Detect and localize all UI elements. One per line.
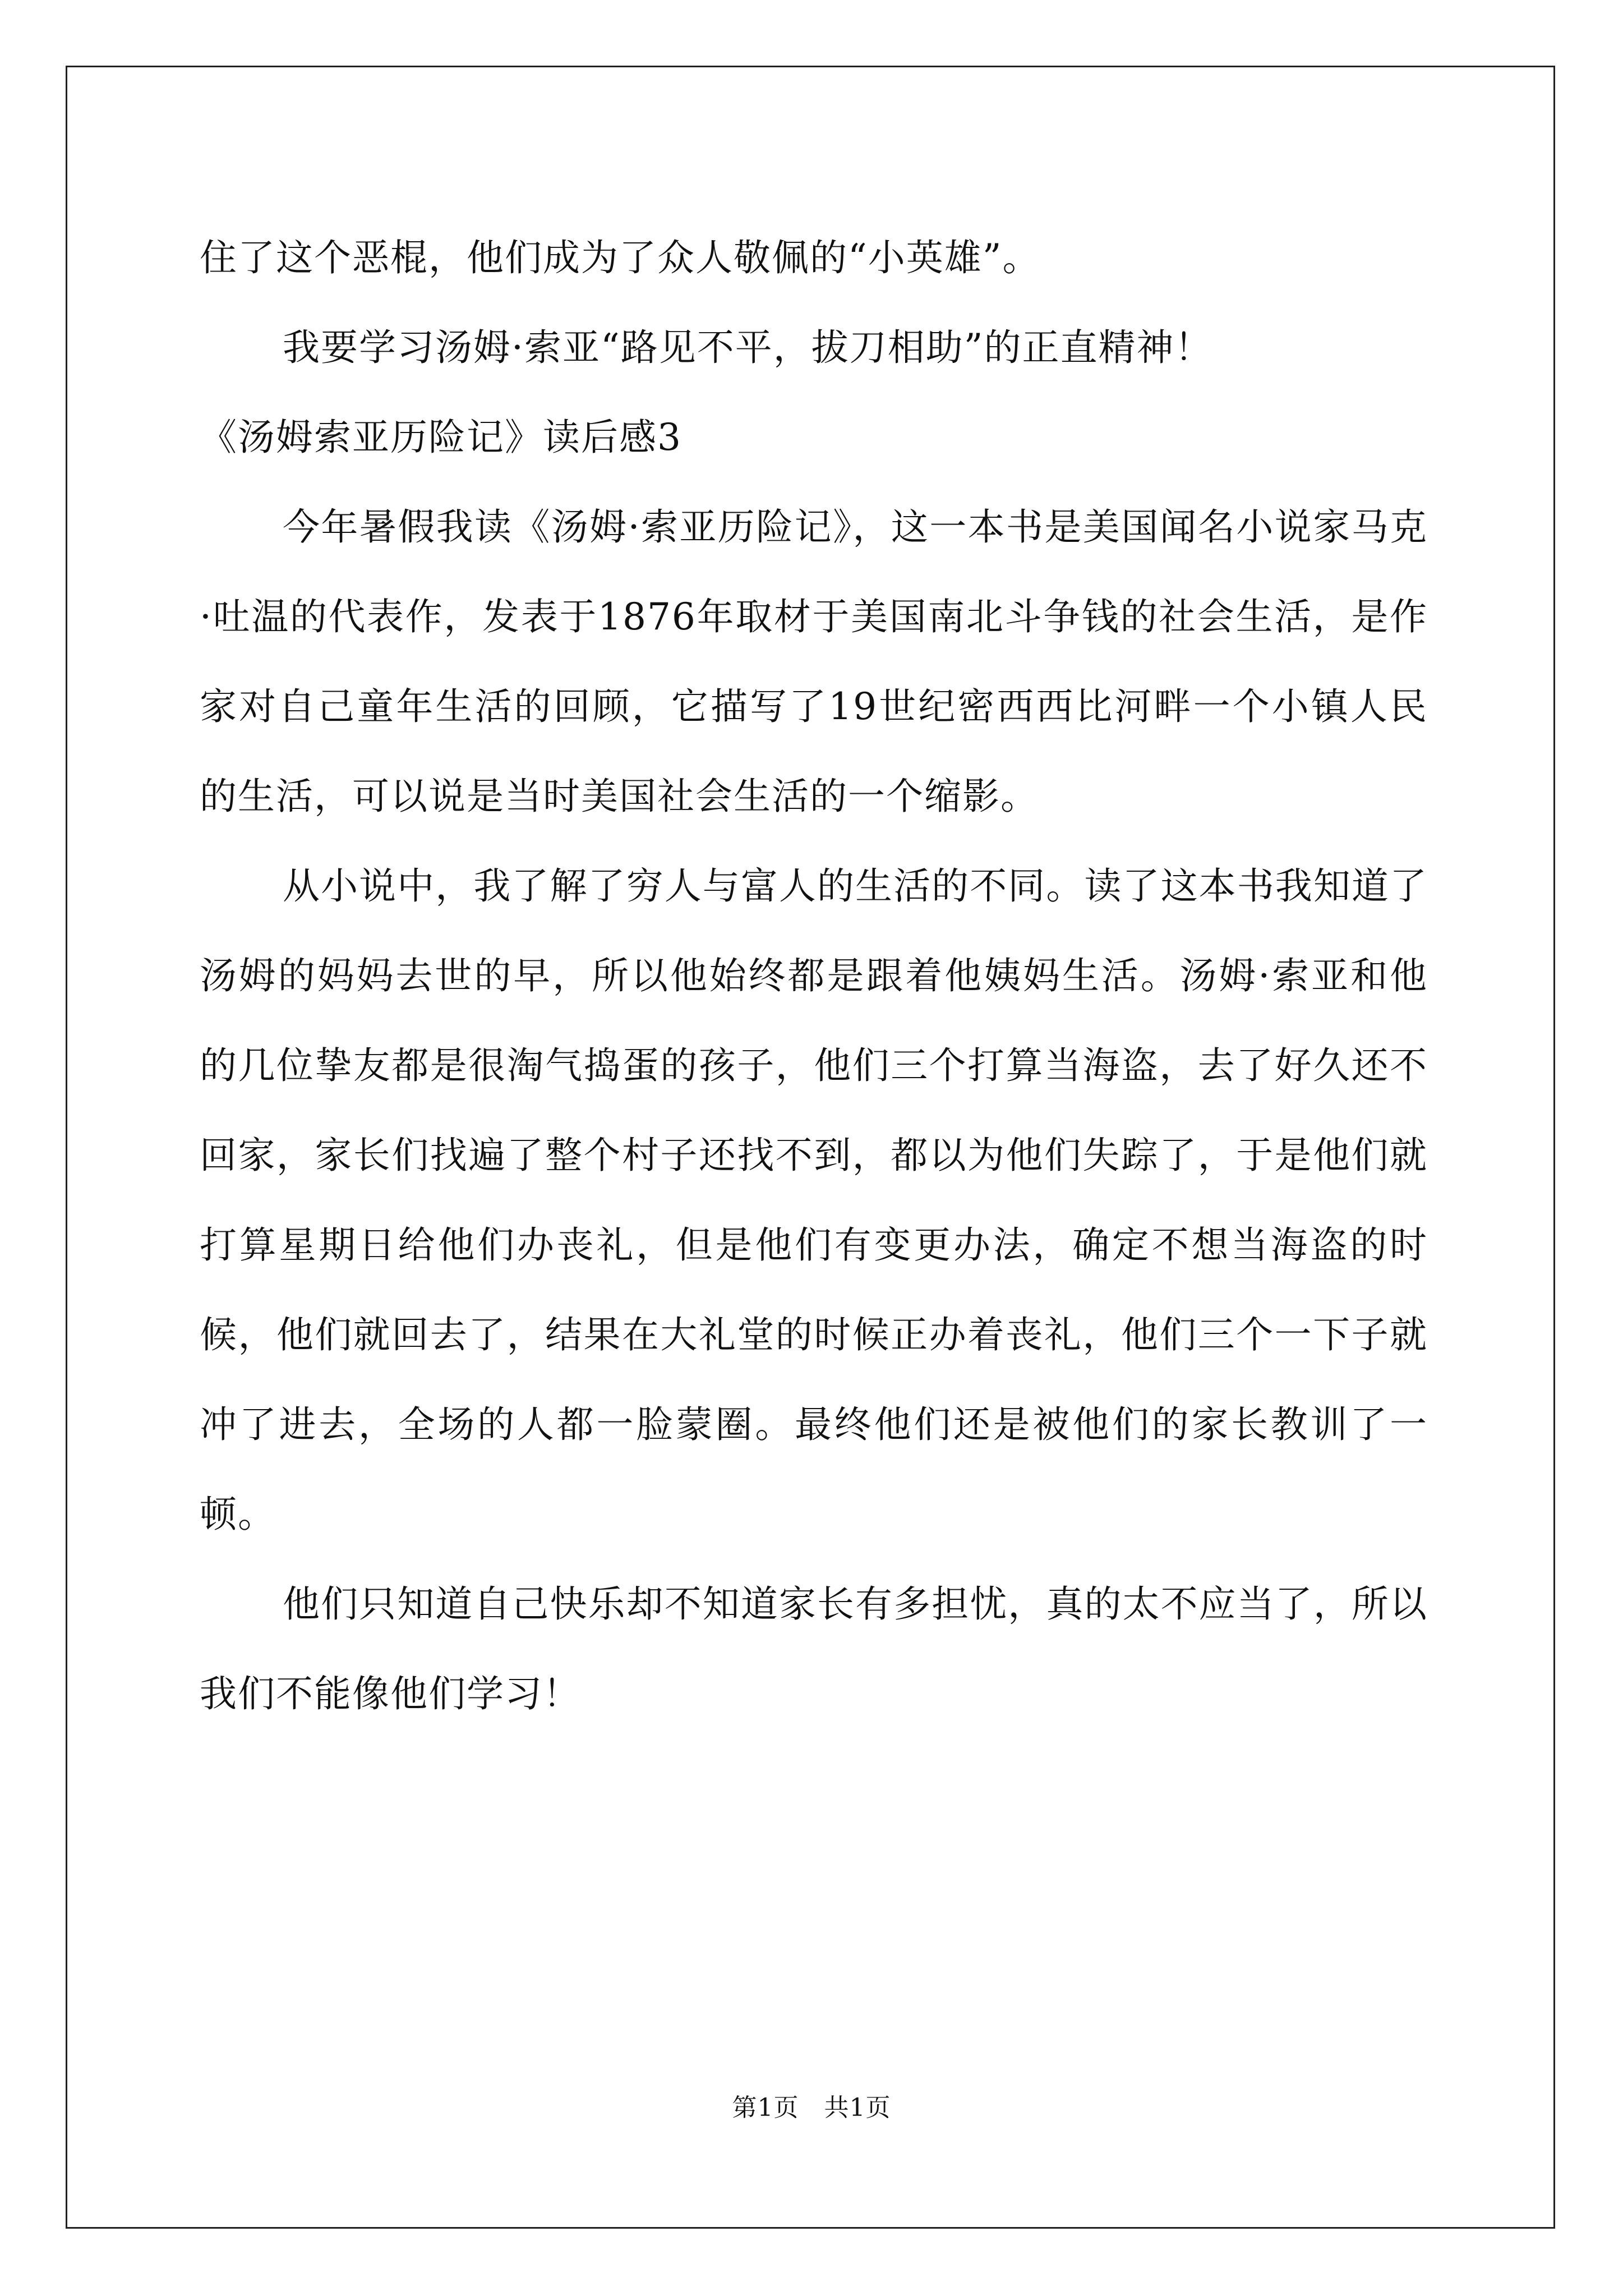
document-body <box>200 213 1428 1739</box>
page-footer: 第1页 共1页 <box>732 2093 891 2122</box>
paragraph-conclusion: 他们只知道自己快乐却不知道家长有多担忧，真的太不应当了，所以我们不能像他们学习！ <box>200 1582 1428 1715</box>
paragraph-resolution: 我要学习汤姆·索亚“路见不平，拔刀相助”的正直精神！ <box>283 326 1213 369</box>
section-heading: 《汤姆索亚历险记》读后感3 <box>200 416 682 459</box>
paragraph-intro: 今年暑假我读《汤姆·索亚历险记》，这一本书是美国闻名小说家马克·吐温的代表作，发表于1876年取材于美国南北斗争钱的社会生活，是作家对自己童年生活的回顾，它描写了19世纪密西西比河畔一个小镇人民的生活，可以说是当时美国社会生活的一个缩影。 <box>200 505 1428 818</box>
paragraph-continuation: 住了这个恶棍，他们成为了众人敬佩的“小英雄”。 <box>200 236 1041 279</box>
paragraph-story: 从小说中，我了解了穷人与富人的生活的不同。读了这本书我知道了汤姆的妈妈去世的早，所以他始终都是跟着他姨妈生活。汤姆·索亚和他的几位挚友都是很淘气捣蛋的孩子，他们三个打算当海盗，去了好久还不回家，家长们找遍了整个村子还找不到，都以为他们失踪了，于是他们就打算星期日给他们办丧礼，但是他们有变更办法，确定不想当海盗的时候，他们就回去了，结果在大礼堂的时候正办着丧礼，他们三个一下子就冲了进去，全场的人都一脸蒙圈。最终他们还是被他们的家长教训了一顿。 <box>200 864 1428 1536</box>
